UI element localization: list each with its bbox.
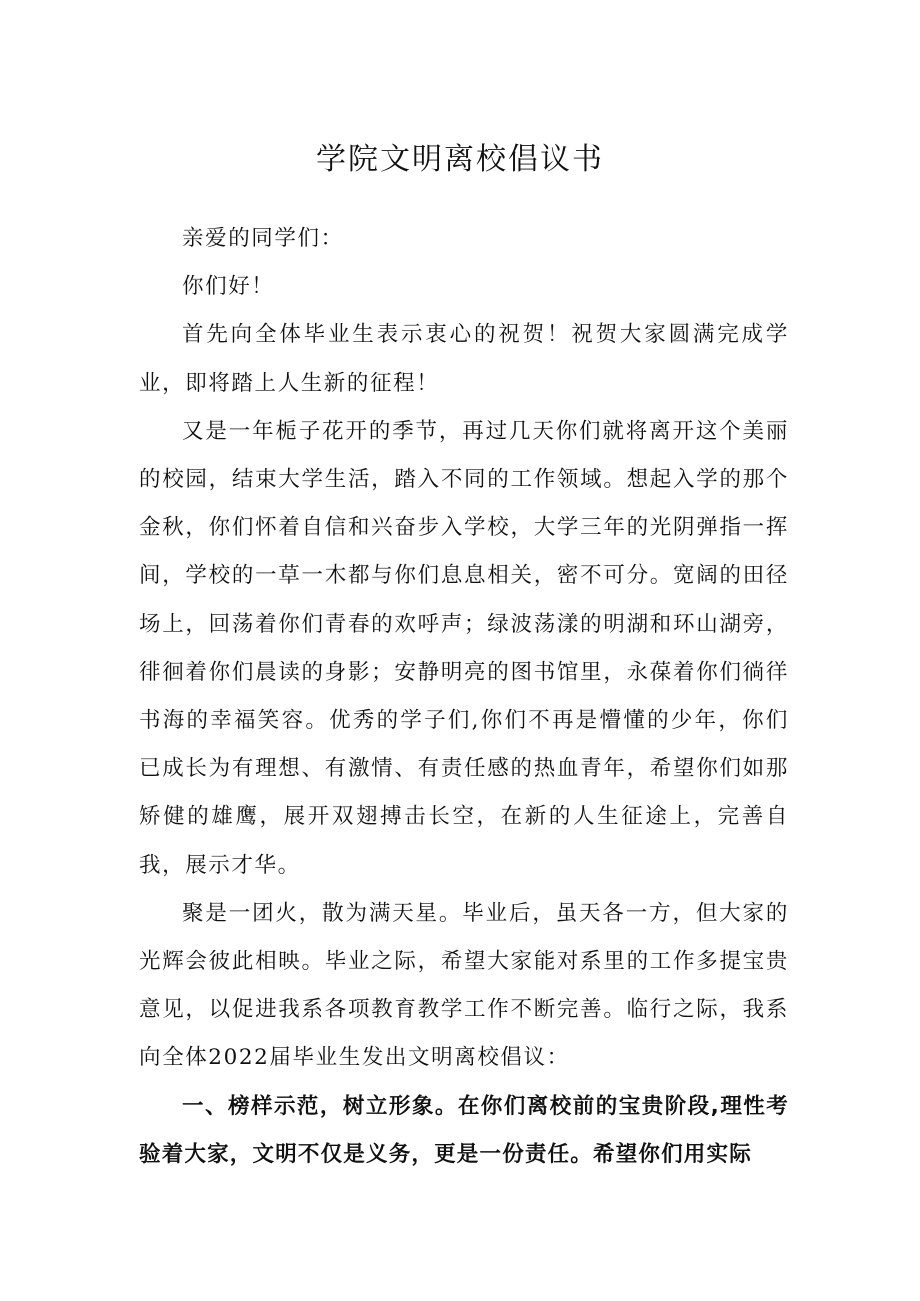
- document-title: 学院文明离校倡议书: [316, 142, 604, 177]
- paragraph-initiative-intro: 聚是一团火，散为满天星。毕业后，虽天各一方，但大家的光辉会彼此相映。毕业之际，希望大家能对系里的工作多提宝贵意见，以促进我系各项教育教学工作不断完善。临行之际，我系向全体2022届毕业生发出文明离校倡议：: [139, 900, 789, 1071]
- paragraph-initiative-item-1: 一、榜样示范，树立形象。在你们离校前的宝贵阶段,理性考验着大家，文明不仅是义务，更是一份责任。希望你们用实际: [139, 1093, 789, 1167]
- salutation: 亲爱的同学们：: [182, 226, 344, 251]
- greeting: 你们好！: [182, 274, 275, 300]
- paragraph-campus-memories: 又是一年栀子花开的季节，再过几天你们就将离开这个美丽的校园，结束大学生活，踏入不同的工作领域。想起入学的那个金秋，你们怀着自信和兴奋步入学校，大学三年的光阴弹指一挥间，学校的一草一木都与你们息息相关，密不可分。宽阔的田径场上，回荡着你们青春的欢呼声；绿波荡漾的明湖和环山湖旁，徘徊着你们晨读的身影；安静明亮的图书馆里，永葆着你们徜徉书海的幸福笑容。优秀的学子们,你们不再是懵懂的少年，你们已成长为有理想、有激情、有责任感的热血青年，希望你们如那矫健的雄鹰，展开双翅搏击长空，在新的人生征途上，完善自我，展示才华。: [139, 418, 789, 878]
- paragraph-congratulations: 首先向全体毕业生表示衷心的祝贺！祝贺大家圆满完成学业，即将踏上人生新的征程！: [139, 322, 789, 396]
- document-body: [139, 215, 789, 1179]
